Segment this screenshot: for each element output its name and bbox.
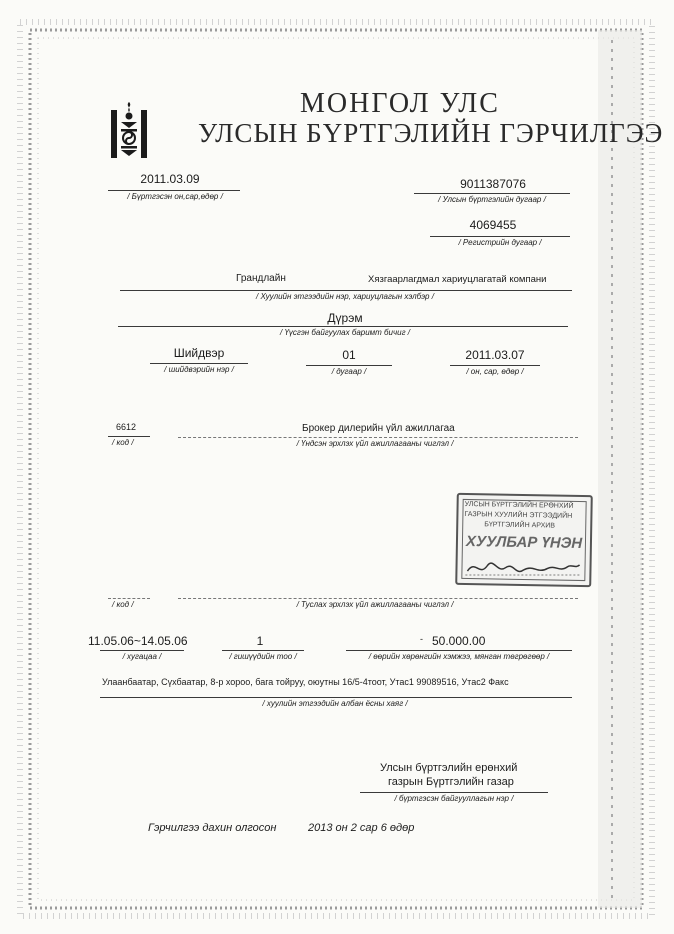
main-activity-code-value: 6612	[116, 422, 137, 432]
secondary-activity-label: / Туслах эрхлэх үйл ажиллагааны чиглэл /	[296, 600, 454, 609]
decision-name-line	[150, 363, 248, 364]
main-activity-line	[178, 437, 578, 438]
main-activity-code-label: / код /	[112, 438, 134, 447]
soyombo-emblem-icon	[108, 102, 150, 160]
certificate-page: МОНГОЛ УЛС УЛСЫН БҮРТГЭЛИЙН ГЭРЧИЛГЭЭ 2011.03.09 / Бүртгэсэн он,сар,өдөр / 9011387076 / Улсын бүртгэлийн дугаар / 4069455 / Регистрийн дугаар / Грандлайн Хязгаарлагдмал хариуцлагатай компани / Хуулийн этгээдийн нэр, хариуцлагын хэлбэр / Дүрэм / Үүсгэн байгуулах баримт бичиг / Шийдвэр / шийдвэрийн нэр / 01 / дугаар / 2011.03.07 / он, сар, өдөр / 6612 / код / Брокер дилерийн үйл ажиллагаа / Үндсэн эрхлэх үйл ажиллагааны чиглэл / УЛСЫН БҮРТГЭЛИЙН ЕРӨНХИЙ ГАЗРЫН ХУУЛИЙН ЭТГЭЭДИЙН БҮРТГЭЛИЙН АРХИВ ХУУЛБАР ҮНЭН / код / / Туслах эрхлэх үйл ажиллагааны чиглэл / 11.05.06~14.05.06 / хугацаа / 1 / гишүүдийн тоо / - 50.000.00 / өөрийн хөрөнгийн хэмжээ, мянган төгрөгөөр / Улаанбаатар, Сүхбаатар, 8-р хороо, бага тойруу, оюутны 16/5-4тоот, Утас1 99089516, Утас2 Факс / хуулийн этгээдийн албан ёсны хаяг / Улсын бүртгэлийн ерөнхий газрын Бүртгэлийн газар / бүртгэсэн байгууллагын нэр / Гэрчилгээ дахин олгосон 2013 он 2 сар 6 өдөр	[0, 0, 674, 934]
entity-line	[120, 290, 572, 291]
members-line	[222, 650, 304, 651]
period-label: / хугацаа /	[122, 652, 162, 661]
register-number-line	[430, 236, 570, 237]
registration-date-line	[108, 190, 240, 191]
decision-date-value: 2011.03.07	[465, 348, 525, 362]
archive-stamp	[455, 493, 593, 587]
secondary-activity-code-line	[108, 598, 150, 599]
secondary-activity-line	[178, 598, 578, 599]
decision-date-label: / он, сар, өдөр /	[466, 367, 524, 376]
address-label: / хуулийн этгээдийн албан ёсны хаяг /	[262, 699, 408, 708]
members-value: 1	[256, 634, 264, 648]
decision-number-label: / дугаар /	[331, 367, 367, 376]
authority-line1: Улсын бүртгэлийн ерөнхий	[380, 762, 518, 774]
members-label: / гишүүдийн тоо /	[229, 652, 297, 661]
stamp-line3: БҮРТГЭЛИЙН АРХИВ	[484, 521, 556, 530]
secondary-activity-code-label: / код /	[112, 600, 134, 609]
authority-line2: газрын Бүртгэлийн газар	[388, 776, 514, 788]
reissue-text: Гэрчилгээ дахин олгосон	[148, 822, 277, 834]
decision-number-value: 01	[342, 348, 356, 362]
state-reg-number-label: / Улсын бүртгэлийн дугаар /	[438, 195, 546, 204]
equity-line	[346, 650, 572, 651]
country-title: МОНГОЛ УЛС	[300, 88, 500, 119]
certificate-title: УЛСЫН БҮРТГЭЛИЙН ГЭРЧИЛГЭЭ	[198, 118, 664, 148]
stamp-signature-icon	[463, 553, 583, 581]
register-number-label: / Регистрийн дугаар /	[458, 238, 542, 247]
authority-label: / бүртгэсэн байгууллагын нэр /	[394, 794, 514, 803]
main-activity-label: / Үндсэн эрхлэх үйл ажиллагааны чиглэл /	[296, 439, 454, 448]
stamp-line1: УЛСЫН БҮРТГЭЛИЙН ЕРӨНХИЙ	[464, 500, 574, 510]
registration-date-value: 2011.03.09	[140, 172, 200, 186]
founding-doc-value: Дүрэм	[327, 311, 363, 325]
founding-doc-label: / Үүсгэн байгуулах баримт бичиг /	[280, 328, 410, 337]
reissue-date: 2013 он 2 сар 6 өдөр	[308, 822, 415, 834]
equity-value: 50.000.00	[432, 634, 486, 648]
registration-date-label: / Бүртгэсэн он,сар,өдөр /	[127, 192, 223, 201]
main-activity-code-line	[108, 436, 150, 437]
state-reg-number-value: 9011387076	[460, 177, 526, 191]
address-line	[100, 697, 572, 698]
main-activity-value: Брокер дилерийн үйл ажиллагаа	[302, 423, 455, 434]
founding-doc-line	[118, 326, 568, 327]
entity-label: / Хуулийн этгээдийн нэр, хариуцлагын хэлбэр /	[256, 292, 434, 301]
authority-line	[360, 792, 548, 793]
decision-number-line	[306, 365, 392, 366]
period-value: 11.05.06~14.05.06	[88, 634, 188, 648]
equity-label: / өөрийн хөрөнгийн хэмжээ, мянган төгрөгөөр /	[368, 652, 550, 661]
register-number-value: 4069455	[469, 218, 517, 232]
entity-form-value: Хязгаарлагдмал хариуцлагатай компани	[368, 274, 547, 285]
decision-name-value: Шийдвэр	[173, 346, 225, 360]
entity-name-value: Грандлайн	[236, 273, 286, 284]
decision-name-label: / шийдвэрийн нэр /	[164, 365, 234, 374]
state-reg-number-line	[414, 193, 570, 194]
stamp-line4: ХУУЛБАР ҮНЭН	[465, 532, 583, 553]
period-line	[100, 650, 184, 651]
stamp-line2: ГАЗРЫН ХУУЛИЙН ЭТГЭЭДИЙН	[464, 510, 573, 520]
address-value: Улаанбаатар, Сүхбаатар, 8-р хороо, бага тойруу, оюутны 16/5-4тоот, Утас1 99089516, Утас2 Факс	[102, 677, 509, 687]
decision-date-line	[450, 365, 540, 366]
